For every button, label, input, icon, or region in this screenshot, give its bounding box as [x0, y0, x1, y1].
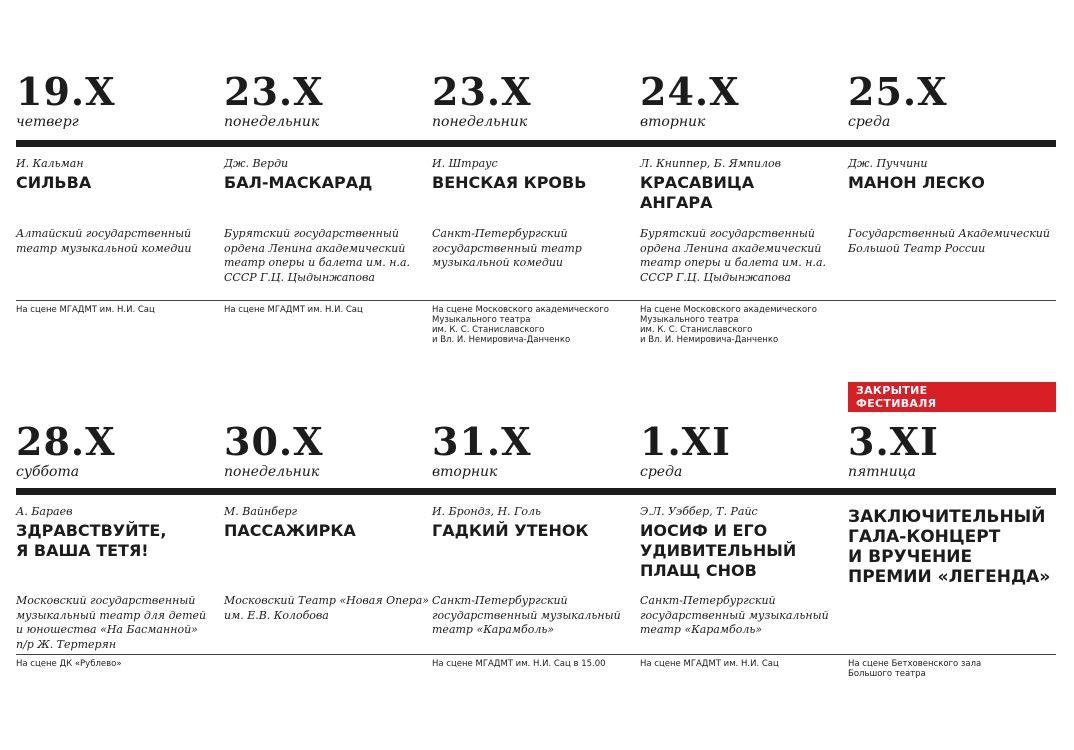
events-strip [16, 147, 1056, 300]
event-company-line: музыкальный театр для детей [16, 608, 207, 622]
date-column [224, 419, 432, 488]
event-company-line: ордена Ленина академический [640, 241, 822, 255]
event-company-line: государственный театр [432, 241, 582, 255]
closing-badge-line: ЗАКРЫТИЕ [856, 384, 928, 397]
event-date: 28.X [16, 419, 116, 464]
event-date: 31.X [432, 419, 532, 464]
event-venue [432, 655, 640, 679]
event-title-line: ЗДРАВСТВУЙТЕ, [16, 521, 167, 540]
event-venue [848, 301, 1056, 345]
event-company-line: СССР Г.Ц. Цыдынжапова [224, 270, 375, 284]
event-company-line: ордена Ленина академический [224, 241, 406, 255]
date-column [432, 419, 640, 488]
date-column [16, 419, 224, 488]
event-date: 1.XI [640, 419, 731, 464]
event-title [640, 521, 834, 581]
event-title [16, 521, 210, 561]
event-title-line: ГАДКИЙ УТЕНОК [432, 521, 589, 540]
venues-strip [16, 301, 1056, 345]
closing-badge-line: ФЕСТИВАЛЯ [856, 397, 937, 410]
event-date: 23.X [224, 69, 324, 114]
event-composer: Дж. Верди [224, 157, 289, 170]
event-venue-line: На сцене МГАДМТ им. Н.И. Сац [224, 305, 363, 315]
event-title [432, 521, 626, 541]
event-title-line: ЗАКЛЮЧИТЕЛЬНЫЙ [848, 507, 1046, 527]
event-company-line: и юношества «На Басманной» [16, 623, 198, 636]
dates-strip [16, 69, 1056, 140]
event-venue-line: Большого театра [848, 669, 926, 679]
event-company [432, 227, 630, 271]
event-title [848, 173, 1042, 193]
event-title-line: УДИВИТЕЛЬНЫЙ [640, 541, 797, 560]
event-card [432, 495, 640, 654]
badge-row [16, 382, 1056, 412]
event-title [432, 173, 626, 193]
event-company [848, 227, 1050, 256]
event-card [224, 495, 432, 654]
event-title-line: БАЛ-МАСКАРАД [224, 173, 373, 192]
event-date: 23.X [432, 69, 532, 114]
event-title-line: МАНОН ЛЕСКО [848, 173, 985, 192]
event-card [848, 147, 1056, 300]
event-card [640, 495, 848, 654]
event-title-line: ПАССАЖИРКА [224, 521, 356, 540]
date-column [640, 419, 848, 488]
event-composer: М. Вайнберг [224, 505, 298, 518]
event-company-line: Государственный Академический [848, 227, 1050, 240]
event-weekday: суббота [16, 464, 80, 480]
event-venue [16, 301, 224, 345]
event-venue-line: и Вл. И. Немировича-Данченко [432, 335, 571, 345]
event-company [640, 227, 838, 285]
event-company [224, 594, 430, 623]
event-venue [848, 655, 1056, 679]
date-column [16, 69, 224, 140]
event-weekday: понедельник [224, 464, 320, 480]
event-title-line: ПРЕМИИ «ЛЕГЕНДА» [848, 567, 1051, 587]
event-company-line: СССР Г.Ц. Цыдынжапова [640, 270, 791, 284]
event-venue-line: На сцене ДК «Рублево» [16, 659, 122, 669]
event-weekday: вторник [432, 464, 498, 480]
event-venue [224, 655, 432, 679]
event-company [432, 594, 630, 638]
event-date: 3.XI [848, 419, 939, 464]
event-venue-line: На сцене Московского академического [432, 305, 609, 315]
event-date: 19.X [16, 69, 116, 114]
event-venue-line: На сцене Бетховенского зала [848, 659, 982, 669]
event-company-line: Бурятский государственный [224, 227, 399, 240]
event-weekday: вторник [640, 114, 706, 130]
closing-badge [848, 382, 1056, 412]
event-company-line: Московский Театр «Новая Опера» [224, 594, 430, 607]
event-venue [224, 301, 432, 345]
event-title-line: АНГАРА [640, 193, 713, 212]
event-title-line: ИОСИФ И ЕГО [640, 521, 768, 540]
event-company [640, 594, 838, 638]
event-company-line: Большой Театр России [848, 241, 986, 255]
schedule-row-1 [16, 69, 1056, 345]
thick-divider [16, 140, 1056, 147]
event-title [640, 173, 834, 213]
event-composer: И. Брондз, Н. Голь [432, 505, 542, 518]
event-composer: И. Штраус [432, 157, 498, 170]
event-company-line: п/р Ж. Тертерян [16, 637, 117, 651]
event-company [224, 227, 422, 285]
date-column [848, 419, 1056, 488]
event-venue [640, 655, 848, 679]
event-composer: А. Бараев [16, 505, 73, 518]
event-venue [432, 301, 640, 345]
event-title-line: ВЕНСКАЯ КРОВЬ [432, 173, 587, 192]
event-composer: Л. Книппер, Б. Ямпилов [640, 157, 782, 170]
event-venue-line: и Вл. И. Немировича-Данченко [640, 335, 779, 345]
thick-divider [16, 488, 1056, 495]
dates-strip [16, 412, 1056, 488]
event-venue [16, 655, 224, 679]
event-company-line: Алтайский государственный [16, 227, 192, 240]
events-strip [16, 495, 1056, 654]
event-company-line: Бурятский государственный [640, 227, 815, 240]
date-column [432, 69, 640, 140]
event-title [848, 507, 1051, 587]
event-company [16, 594, 214, 652]
event-composer: Э.Л. Уэббер, Т. Райс [640, 505, 758, 518]
event-weekday: четверг [16, 114, 79, 130]
event-company-line: Санкт-Петербургский [432, 227, 568, 240]
event-title [16, 173, 210, 193]
date-column [640, 69, 848, 140]
event-venue-line: Музыкального театра [640, 315, 739, 325]
event-composer: Дж. Пуччини [848, 157, 928, 170]
event-weekday: среда [640, 464, 683, 480]
event-company-line: Санкт-Петербургский [640, 594, 776, 607]
event-company [16, 227, 214, 256]
event-venue-line: им. К. С. Станиславского [432, 325, 545, 335]
event-weekday: понедельник [224, 114, 320, 130]
event-title-line: КРАСАВИЦА [640, 173, 755, 192]
event-title-line: СИЛЬВА [16, 173, 92, 192]
event-company-line: театр оперы и балета им. н.а. [224, 256, 411, 269]
event-weekday: среда [848, 114, 891, 130]
event-venue-line: На сцене МГАДМТ им. Н.И. Сац [16, 305, 155, 315]
event-weekday: пятница [848, 464, 916, 480]
event-title-line: ГАЛА-КОНЦЕРТ [848, 527, 1001, 547]
event-company-line: театр «Карамболь» [640, 623, 763, 636]
event-company-line: театр оперы и балета им. н.а. [640, 256, 827, 269]
event-card [16, 147, 224, 300]
event-company-line: Санкт-Петербургский [432, 594, 568, 607]
date-column [224, 69, 432, 140]
venues-strip [16, 655, 1056, 679]
event-venue-line: На сцене Московского академического [640, 305, 817, 315]
event-weekday: понедельник [432, 114, 528, 130]
event-company-line: государственный музыкальный [640, 608, 829, 622]
event-company-line: музыкальной комедии [432, 256, 563, 269]
event-company-line: государственный музыкальный [432, 608, 621, 622]
event-card [16, 495, 224, 654]
event-venue-line: На сцене МГАДМТ им. Н.И. Сац [640, 659, 779, 669]
event-title [224, 173, 418, 193]
event-date: 25.X [848, 69, 948, 114]
event-card [432, 147, 640, 300]
event-company-line: театр музыкальной комедии [16, 241, 192, 255]
event-card [640, 147, 848, 300]
date-column [848, 69, 1056, 140]
event-title [224, 521, 418, 541]
schedule-row-2 [16, 382, 1056, 679]
event-date: 24.X [640, 69, 740, 114]
event-date: 30.X [224, 419, 324, 464]
event-company-line: им. Е.В. Колобова [224, 608, 329, 622]
event-venue-line: Музыкального театра [432, 315, 531, 325]
event-venue-line: им. К. С. Станиславского [640, 325, 753, 335]
event-composer: И. Кальман [16, 157, 84, 170]
event-card [224, 147, 432, 300]
event-venue-line: На сцене МГАДМТ им. Н.И. Сац в 15.00 [432, 659, 606, 669]
event-card [848, 495, 1056, 654]
event-title-line: И ВРУЧЕНИЕ [848, 547, 973, 567]
event-company-line: театр «Карамболь» [432, 623, 555, 636]
event-company-line: Московский государственный [16, 594, 196, 607]
event-venue [640, 301, 848, 345]
event-title-line: Я ВАША ТЕТЯ! [16, 541, 149, 560]
event-title-line: ПЛАЩ СНОВ [640, 561, 757, 580]
